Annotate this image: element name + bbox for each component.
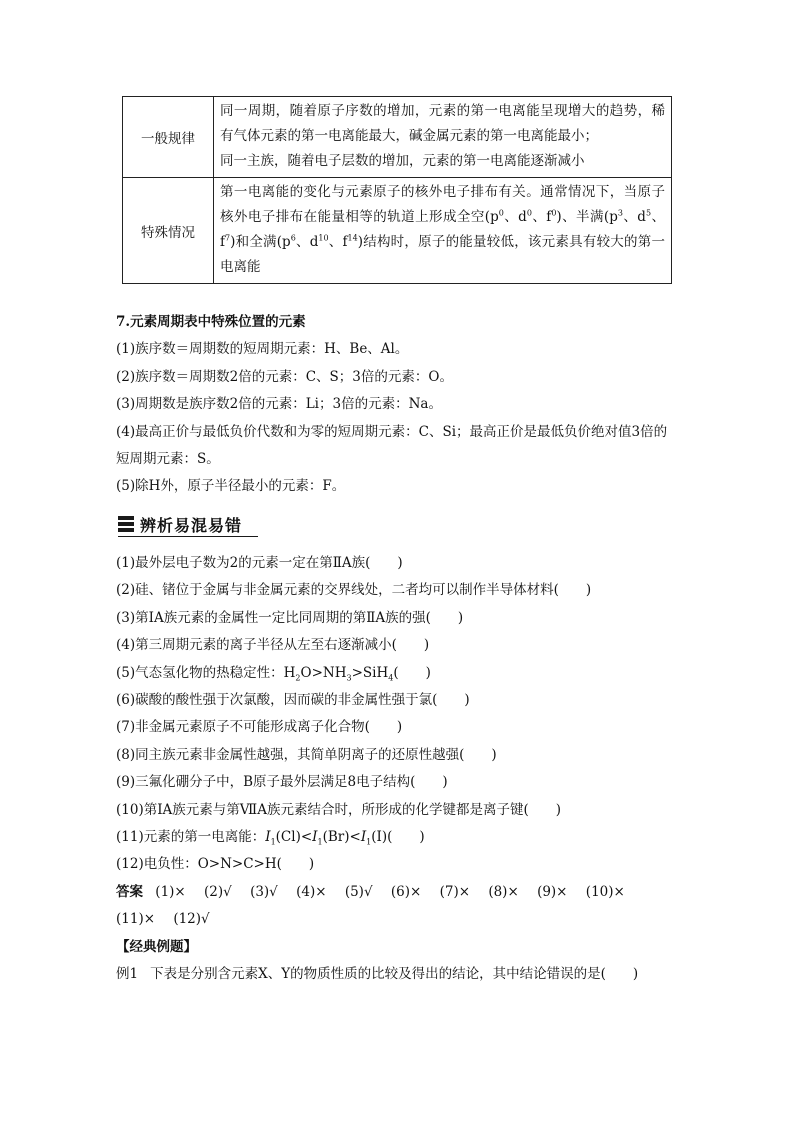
answer-item: (5)√ xyxy=(344,883,373,900)
text-run: )结构时，原子的能量较低，该元素具有较大的第一电离能 xyxy=(220,234,665,275)
question-item: (3)第ⅠA族元素的金属性一定比同周期的第ⅡA族的强( ) xyxy=(116,609,464,626)
question-item: (2)硅、锗位于金属与非金属元素的交界线处，二者均可以制作半导体材料( ) xyxy=(116,582,592,599)
text-run: (5)气态氢化物的热稳定性：H xyxy=(116,664,296,681)
text-run: (Br)< xyxy=(322,829,361,846)
answer-item: (7)× xyxy=(439,883,471,900)
row-content xyxy=(214,97,672,178)
text-run: )、半满(p xyxy=(556,209,618,225)
text-run: )和全满(p xyxy=(230,234,291,250)
question-item: (12)电负性：O>N>C>H( ) xyxy=(116,856,315,873)
section-title: 7.元素周期表中特殊位置的元素 xyxy=(116,314,306,330)
list-item: (3)周期数是族序数2倍的元素：Li；3倍的元素：Na。 xyxy=(116,396,442,413)
superscript: 10 xyxy=(318,233,329,243)
text-run: 、f xyxy=(531,209,552,225)
heading-underline xyxy=(118,536,258,537)
text-run: 、d xyxy=(503,209,527,225)
subscript: 4 xyxy=(388,673,394,683)
superscript: 0 xyxy=(551,208,557,218)
question-list xyxy=(116,550,678,989)
subscript: 2 xyxy=(295,673,301,683)
row-header: 特殊情况 xyxy=(123,178,214,284)
text-run: 、f xyxy=(328,234,348,250)
answer-item: (9)× xyxy=(537,883,568,900)
ionization-energy-table xyxy=(122,96,672,284)
rule-line: 同一主族，随着电子层数的增加，元素的第一电离能逐渐减小 xyxy=(220,153,585,169)
example-text: 下表是分别含元素X、Y的物质性质的比较及得出的结论，其中结论错误的是( ) xyxy=(150,966,639,983)
section-7 xyxy=(116,309,678,501)
text-run: >SiH xyxy=(351,664,389,681)
example-1 xyxy=(116,961,678,988)
answer-item: (8)× xyxy=(488,883,519,900)
question-item: (7)非金属元素原子不可能形成离子化合物( ) xyxy=(116,719,403,736)
subscript: 1 xyxy=(366,837,372,847)
rule-line: 同一周期，随着原子序数的增加，元素的第一电离能呈现增大的趋势，稀有气体元素的第一电离能最大，碱金属元素的第一电离能最小； xyxy=(220,103,665,144)
answer-item: (3)√ xyxy=(250,883,278,900)
variable: I xyxy=(312,829,318,846)
row-content xyxy=(214,178,672,284)
table-row xyxy=(123,97,672,178)
superscript: 7 xyxy=(225,233,231,243)
text-run: 、f xyxy=(220,209,665,250)
variable: I xyxy=(360,829,367,846)
subscript: 1 xyxy=(317,837,323,847)
bars-icon xyxy=(118,516,134,532)
answer-item: (6)× xyxy=(390,883,422,900)
superscript: 0 xyxy=(498,208,504,218)
superscript: 3 xyxy=(617,208,623,218)
answer-item: (11)× xyxy=(116,911,156,928)
list-item: (1)族序数＝周期数的短周期元素：H、Be、Al。 xyxy=(116,341,409,358)
subscript: 3 xyxy=(346,673,352,683)
list-item: (2)族序数＝周期数2倍的元素：C、S；3倍的元素：O。 xyxy=(116,368,453,385)
question-item: (1)最外层电子数为2的元素一定在第ⅡA族( ) xyxy=(116,555,403,571)
variable: I xyxy=(265,829,271,846)
text-run: 、d xyxy=(295,234,319,250)
superscript: 0 xyxy=(526,208,532,218)
question-item: (4)第三周期元素的离子半径从左至右逐渐减小( ) xyxy=(116,637,430,654)
question-item: (6)碳酸的酸性强于次氯酸，因而碳的非金属性强于氯( ) xyxy=(116,692,470,709)
question-item: (10)第ⅠA族元素与第ⅦA族元素结合时，所形成的化学键都是离子键( ) xyxy=(116,801,561,818)
row-header: 一般规律 xyxy=(123,97,214,178)
heading-text: 辨析易混易错 xyxy=(140,515,243,535)
text-run: (I)( ) xyxy=(371,829,425,846)
list-item: (4)最高正价与最低负价代数和为零的短周期元素：C、Si；最高正价是最低负价绝对值3倍的短周期元素：S。 xyxy=(116,423,668,468)
answer-item: (10)× xyxy=(585,883,625,900)
section-heading xyxy=(118,511,263,537)
subscript: 1 xyxy=(270,837,276,847)
answer-item: (2)√ xyxy=(204,883,232,900)
answer-label: 答案 xyxy=(116,883,143,900)
table-row xyxy=(123,178,672,284)
question-item xyxy=(116,824,678,851)
text-run: 第一电离能的变化与元素原子的核外电子排布有关。通常情况下，当原子核外电子排布在能量相等的轨道上形成全空(p xyxy=(220,184,665,225)
text-run: (Cl)< xyxy=(275,829,313,846)
text-run: O>NH xyxy=(300,664,347,681)
text-run: (11)元素的第一电离能： xyxy=(116,829,266,846)
example-label: 例1 xyxy=(116,966,139,983)
list-item: (5)除H外，原子半径最小的元素：F。 xyxy=(116,478,346,495)
superscript: 6 xyxy=(290,233,296,243)
question-item: (9)三氟化硼分子中，B原子最外层满足8电子结构( ) xyxy=(116,774,448,791)
text-run: 、d xyxy=(622,209,646,225)
superscript: 14 xyxy=(347,233,358,243)
superscript: 5 xyxy=(645,208,652,218)
question-item xyxy=(116,660,678,687)
question-item: (8)同主族元素非金属性越强，其简单阴离子的还原性越强( ) xyxy=(116,746,497,763)
text-run: ( ) xyxy=(393,664,431,681)
answer-item: (4)× xyxy=(296,883,327,900)
answer-item: (12)√ xyxy=(173,911,210,928)
answer-item: (1)× xyxy=(155,883,186,900)
answer-line xyxy=(116,879,678,934)
classic-example-tag: 【经典例题】 xyxy=(116,938,197,955)
